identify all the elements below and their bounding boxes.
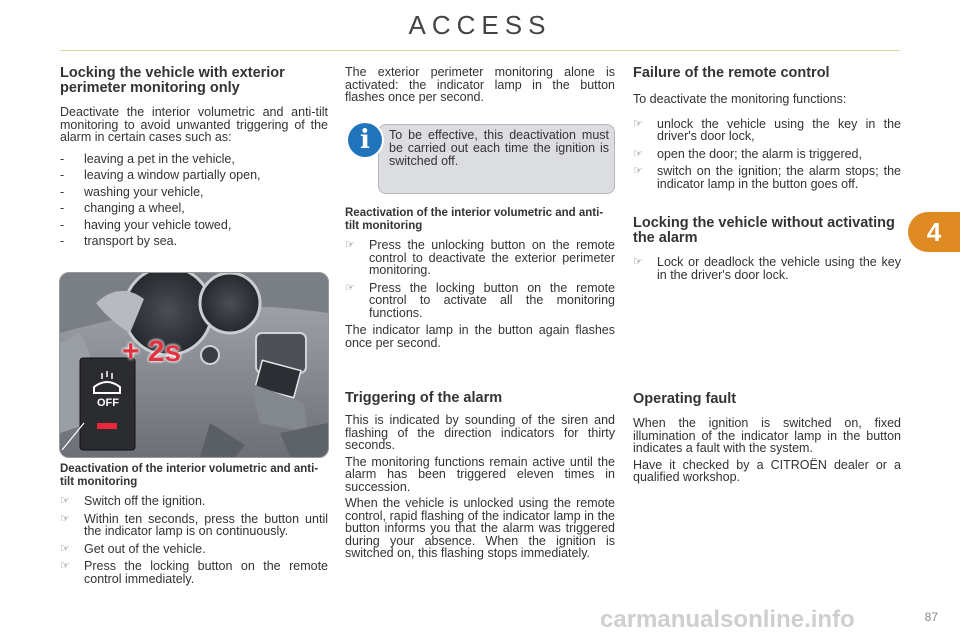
list-item: ☞ Get out of the vehicle. xyxy=(60,541,206,556)
pointing-hand-icon: ☞ xyxy=(633,147,643,160)
list-item: - having your vehicle towed, xyxy=(60,219,328,232)
list-item: ☞ open the door; the alarm is triggered, xyxy=(633,146,862,161)
off-label: OFF xyxy=(97,397,119,409)
reactivation-note: The indicator lamp in the button again flashes once per second. xyxy=(345,323,615,350)
timer-label: + 2s xyxy=(122,335,182,368)
deactivation-section xyxy=(60,463,328,590)
dashboard-illustration xyxy=(59,272,329,458)
info-icon: i xyxy=(348,123,382,157)
column-left xyxy=(60,66,328,252)
operating-fault-section xyxy=(633,392,901,484)
chapter-tab[interactable]: 4 xyxy=(908,212,960,252)
list-item: ☞ Press the locking button on the remote control to activate all the monitoring functions. xyxy=(345,280,615,320)
heading-reactivation: Reactivation of the interior volumetric and anti-tilt monitoring xyxy=(345,207,604,232)
fault-paragraph-2: Have it checked by a CITROËN dealer or a qualified workshop. xyxy=(633,457,901,484)
heading-remote-failure: Failure of the remote control xyxy=(633,65,830,81)
exterior-monitoring-paragraph: The exterior perimeter monitoring alone is activated: the indicator lamp in the button flashes once per second. xyxy=(345,65,615,104)
pointing-hand-icon: ☞ xyxy=(60,495,70,507)
list-item: ☞ Press the locking button on the remote control immediately. xyxy=(60,559,328,586)
pointing-hand-icon: ☞ xyxy=(345,239,355,251)
fault-paragraph-1: When the ignition is switched on, fixed illumination of the indicator lamp in the button indicates a fault with the system. xyxy=(633,416,901,455)
remote-failure-steps xyxy=(633,118,901,191)
list-item: - transport by sea. xyxy=(60,235,328,248)
intro-paragraph: Deactivate the interior volumetric and anti-tilt monitoring to avoid unwanted triggering of the alarm in certain cases such as: xyxy=(60,105,328,144)
pointing-hand-icon: ☞ xyxy=(633,256,643,268)
pointing-hand-icon: ☞ xyxy=(345,281,355,294)
info-text: To be effective, this deactivation must be carried out each time the ignition is switched off. xyxy=(389,128,609,168)
list-item: ☞ Lock or deadlock the vehicle using the key in the driver's door lock. xyxy=(633,255,901,282)
info-box xyxy=(378,124,615,194)
heading-locking-without-alarm: Locking the vehicle without activating the alarm xyxy=(633,215,895,246)
list-item: - washing your vehicle, xyxy=(60,186,328,199)
deactivation-steps xyxy=(60,495,328,585)
remote-failure-intro: To deactivate the monitoring functions: xyxy=(633,92,847,106)
page-number: 87 xyxy=(924,610,938,624)
dashboard-drawing xyxy=(60,273,328,457)
list-item: ☞ Switch off the ignition. xyxy=(60,494,206,508)
triggering-paragraph-2: The monitoring functions remain active until the alarm has been triggered eleven times in succession. xyxy=(345,454,615,494)
triggering-paragraph-1: This is indicated by sounding of the siren and flashing of the direction indicators for thirty seconds. xyxy=(345,413,615,452)
reactivation-section xyxy=(345,207,615,560)
heading-operating-fault: Operating fault xyxy=(633,391,737,407)
watermark: carmanualsonline.info xyxy=(600,606,855,633)
pointing-hand-icon: ☞ xyxy=(60,542,70,555)
list-item: - leaving a pet in the vehicle, xyxy=(60,153,328,166)
list-item: ☞ Press the unlocking button on the remote control to deactivate the exterior perimeter monitoring. xyxy=(345,238,615,277)
cases-list xyxy=(60,153,328,248)
list-item: - changing a wheel, xyxy=(60,202,328,215)
triggering-paragraph-3: When the vehicle is unlocked using the remote control, rapid flashing of the indicator lamp in the button informs you that the alarm was triggered during your absence. When the ignition is switched on, this flashing stops immediately. xyxy=(345,496,615,560)
pointing-hand-icon: ☞ xyxy=(60,560,70,572)
pointing-hand-icon: ☞ xyxy=(633,117,643,130)
locking-without-alarm-steps xyxy=(633,256,901,281)
list-item: ☞ unlock the vehicle using the key in the driver's door lock, xyxy=(633,116,901,143)
pointing-hand-icon: ☞ xyxy=(60,512,70,525)
column-middle xyxy=(345,66,615,104)
page-title: ACCESS xyxy=(408,10,552,40)
header-divider xyxy=(60,50,900,51)
list-item: - leaving a window partially open, xyxy=(60,169,328,182)
list-item: ☞ switch on the ignition; the alarm stops; the indicator lamp in the button goes off. xyxy=(633,164,901,191)
heading-locking-exterior-only: Locking the vehicle with exterior perimeter monitoring only xyxy=(60,65,285,96)
heading-triggering: Triggering of the alarm xyxy=(345,390,503,406)
list-item: ☞ Within ten seconds, press the button until the indicator lamp is on continuously. xyxy=(60,511,328,538)
heading-deactivation: Deactivation of the interior volumetric and anti-tilt monitoring xyxy=(60,463,319,488)
reactivation-steps xyxy=(345,239,615,319)
column-right xyxy=(633,66,901,286)
pointing-hand-icon: ☞ xyxy=(633,165,643,177)
